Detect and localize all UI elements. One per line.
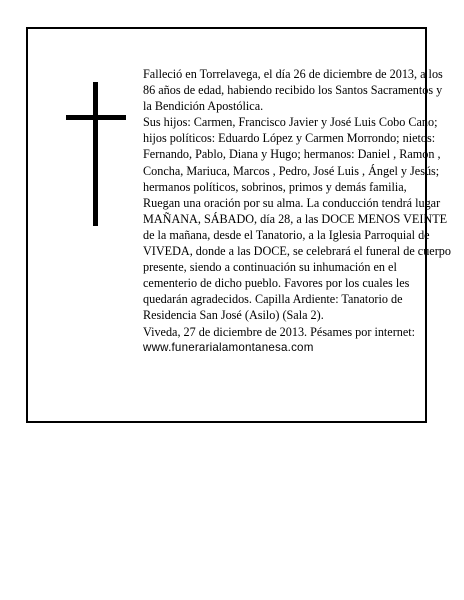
death-announcement: Falleció en Torrelavega, el día 26 de diciembre de 2013, a los 86 años de edad, habiendo recibido los Santos Sacramentos y la Bendición Apostólica.	[143, 67, 443, 114]
family-list: Sus hijos: Carmen, Francisco Javier y José Luis Cobo Cano; hijos políticos: Eduardo López y Carmen Morrondo; nietos: Fernando, Pablo, Diana y Hugo; hermanos: Daniel , Ramón , Concha, Mariuca, Marcos , Pedro, José Luis , Ángel y Jesús; hermanos políticos, sobrinos, primos y demás familia,	[143, 115, 441, 194]
website-link[interactable]: www.funerarialamontanesa.com	[143, 340, 314, 354]
cross-vertical-bar	[93, 82, 98, 226]
cross-horizontal-bar	[66, 115, 126, 120]
cross-icon	[66, 82, 126, 226]
funeral-details: Ruegan una oración por su alma. La conducción tendrá lugar MAÑANA, SÁBADO, día 28, a las DOCE MENOS VEINTE de la mañana, desde el Tanatorio, a la Iglesia Parroquial de VIVEDA, donde a las DOCE, se celebrará el funeral de cuerpo presente, siendo a continuación su inhumación en el cementerio de dicho pueblo. Favores por los cuales les quedarán agradecidos. Capilla Ardiente: Tanatorio de Residencia San José (Asilo) (Sala 2).	[143, 195, 451, 323]
obituary-notice	[26, 27, 451, 423]
date-line: Viveda, 27 de diciembre de 2013. Pésames por internet:	[143, 324, 416, 339]
notice-text	[143, 66, 453, 356]
